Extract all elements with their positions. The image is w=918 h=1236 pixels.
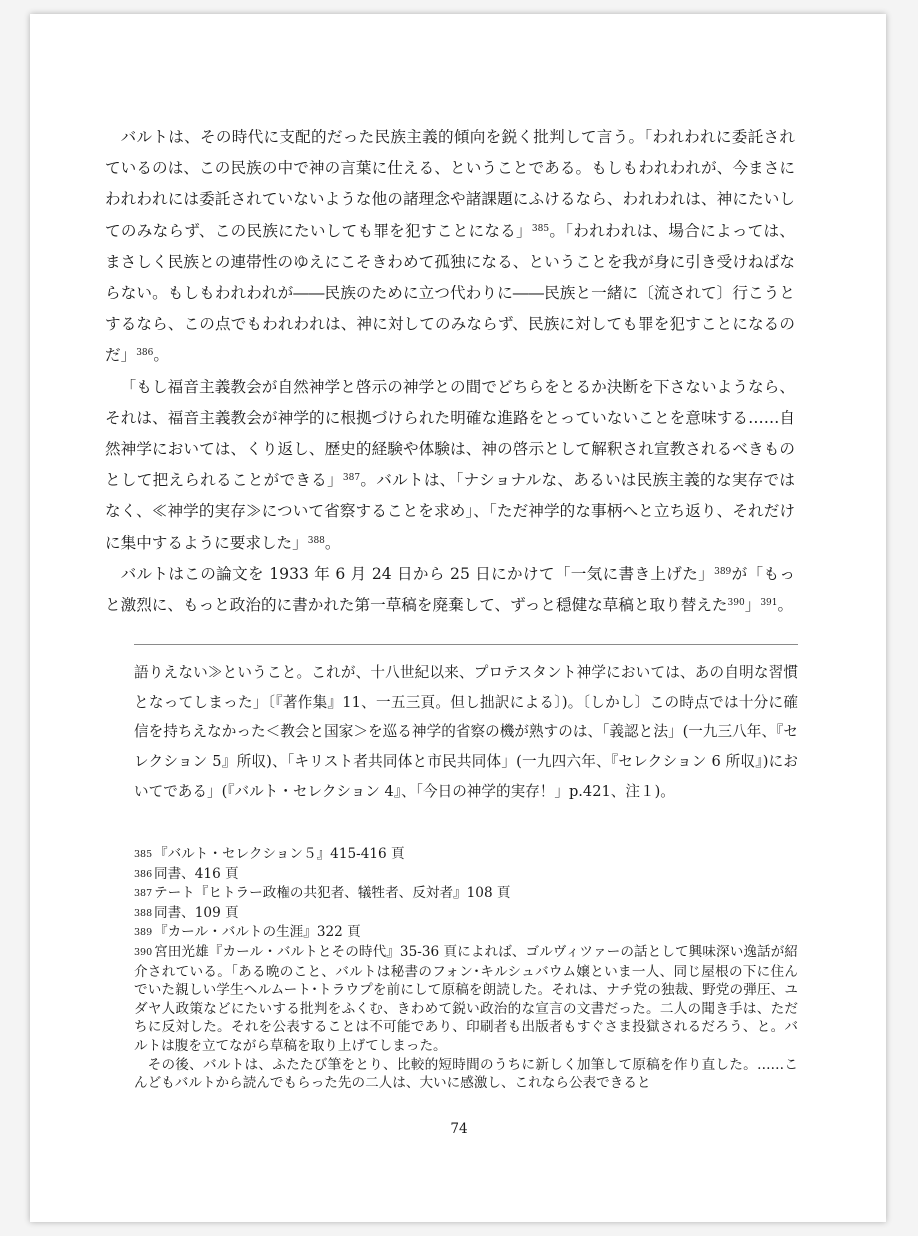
footnote-number: 390 — [134, 946, 153, 958]
continued-footnote-text: 語りえない≫ということ。これが、十八世紀以来、プロテスタント神学においては、あの自明な習慣となってしまった」〔『著作集』11、一五三頁。但し拙訳による〕)。〔しかし〕この時点では十分に確信を持ちえなかった＜教会と国家＞を巡る神学的省察の機が熟すのは、「義認と法」(一九三八年、『セレクション 5』所収)、「キリスト者共同体と市民共同体」(一九四六年、『セレクション 6 所収』)においてである」(『バルト・セレクション 4』、「今日の神学的実存！」p.421、注１)。 — [134, 664, 798, 800]
footnote-388 — [134, 904, 798, 924]
body-paragraph-1 — [105, 122, 795, 372]
footnote-reference-387: 387 — [342, 473, 361, 484]
footnote-number: 387 — [134, 888, 153, 900]
footnote-389 — [134, 923, 798, 943]
footnote-390-continuation: その後、バルトは、ふたたび筆をとり、比較的短時間のうちに新しく加筆して原稿を作り直した。……こんどもバルトから読んでもらった先の二人は、大いに感激し、これなら公表できると — [134, 1056, 798, 1092]
footnote-text: テート『ヒトラー政権の共犯者、犠牲者、反対者』108 頁 — [154, 885, 511, 902]
body-text-run: 「もし福音主義教会が自然神学と啓示の神学との間でどちらをとるか決断を下さないようなら、それは、福音主義教会が神学的に根拠づけられた明確な進路をとっていないことを意味する……自然神学においては、くり返し、歴史的経験や体験は、神の啓示として解釈され宣教されるべきものとして把えられることができる」 — [105, 377, 795, 490]
body-text-run: 。 — [777, 596, 794, 615]
footnote-390 — [134, 943, 798, 1056]
footnote-reference-385: 385 — [531, 223, 550, 234]
footnote-reference-390: 390 — [727, 598, 745, 609]
footnote-reference-389: 389 — [714, 566, 732, 577]
body-text-run: 」 — [744, 596, 761, 615]
body-text-run: 。 — [324, 533, 341, 552]
page-number: 74 — [450, 1121, 468, 1137]
footnote-number: 386 — [134, 868, 153, 880]
body-paragraph-3 — [105, 559, 795, 621]
footnote-number: 385 — [134, 849, 153, 860]
footnote-text: 同書、109 頁 — [154, 904, 239, 921]
footnote-reference-391: 391 — [760, 598, 778, 609]
footnote-386 — [134, 865, 798, 885]
body-text-run: 。バルトは、「ナショナルな、あるいは民族主義的な実存ではなく、≪神学的実存≫について省察することを求め」、「ただ神学的な事柄へと立ち返り、それだけに集中するように要求した」 — [105, 471, 795, 552]
footnote-text: 『カール・バルトの生涯』322 頁 — [154, 924, 361, 941]
footnote-387 — [134, 884, 798, 904]
footnote-385 — [134, 845, 798, 865]
footnote-number: 388 — [134, 907, 153, 919]
footnote-separator — [134, 644, 798, 645]
body-text-run: バルトはこの論文を 1933 年 6 月 24 日から 25 日にかけて「一気に書き上げた」 — [120, 564, 715, 583]
footnotes — [134, 845, 798, 1093]
continued-footnote — [134, 658, 798, 807]
body-text-run: バルトは、その時代に支配的だった民族主義的傾向を鋭く批判して言う。「われわれに委託されているのは、この民族の中で神の言葉に仕える、ということである。もしもわれわれが、今まさにわれわれには委託されていないような他の諸理念や諸課題にふけるなら、われわれは、神にたいしてのみならず、この民族にたいしても罪を犯すことになる」 — [105, 128, 795, 240]
body-text-run: 。 — [153, 346, 169, 365]
footnote-text: 『バルト・セレクション５』415-416 頁 — [154, 846, 405, 862]
body-paragraph-2 — [105, 372, 795, 559]
footnote-number: 389 — [134, 927, 153, 939]
body-text-run: が「もっと激烈に、もっと政治的に書かれた第一草稿を廃棄して、ずっと穏健な草稿と取り替えた — [105, 564, 795, 615]
footnote-text: 宮田光雄『カール・バルトとその時代』35-36 頁によれば、ゴルヴィツァーの話として興味深い逸話が紹介されている。｢ある晩のこと、バルトは秘書のフォン･キルシュバウム嬢といま一人、同じ屋根の下に住んでいた親しい学生ヘルムート･トラウプを前にして原稿を朗読した。それは、ナチ党の独裁、野党の弾圧、ユダヤ人政策などにたいする批判をふくむ、きわめて鋭い政治的な宣言の文書だった。二人の聞き手は、ただちに反対した。それを公表することは不可能であり、印刷者も出版者もすぐさま投獄されるだろう、と。バルトは腹を立てながら草稿を取り上げてしまった。 — [134, 943, 798, 1054]
footnote-reference-386: 386 — [136, 348, 154, 359]
footnote-text: 同書、416 頁 — [154, 865, 239, 882]
body-text-run: 。「われわれは、場合によっては、まさしく民族との連帯性のゆえにこそきわめて孤独になる、ということを我が身に引き受けねばならない。もしもわれわれが――民族のために立つ代わりに――民族と一緒に〔流されて〕行こうとするなら、この点でもわれわれは、神に対してのみならず、民族に対しても罪を犯すことになるのだ」 — [105, 221, 795, 365]
main-body-text — [105, 122, 795, 621]
footnote-reference-388: 388 — [307, 535, 325, 546]
